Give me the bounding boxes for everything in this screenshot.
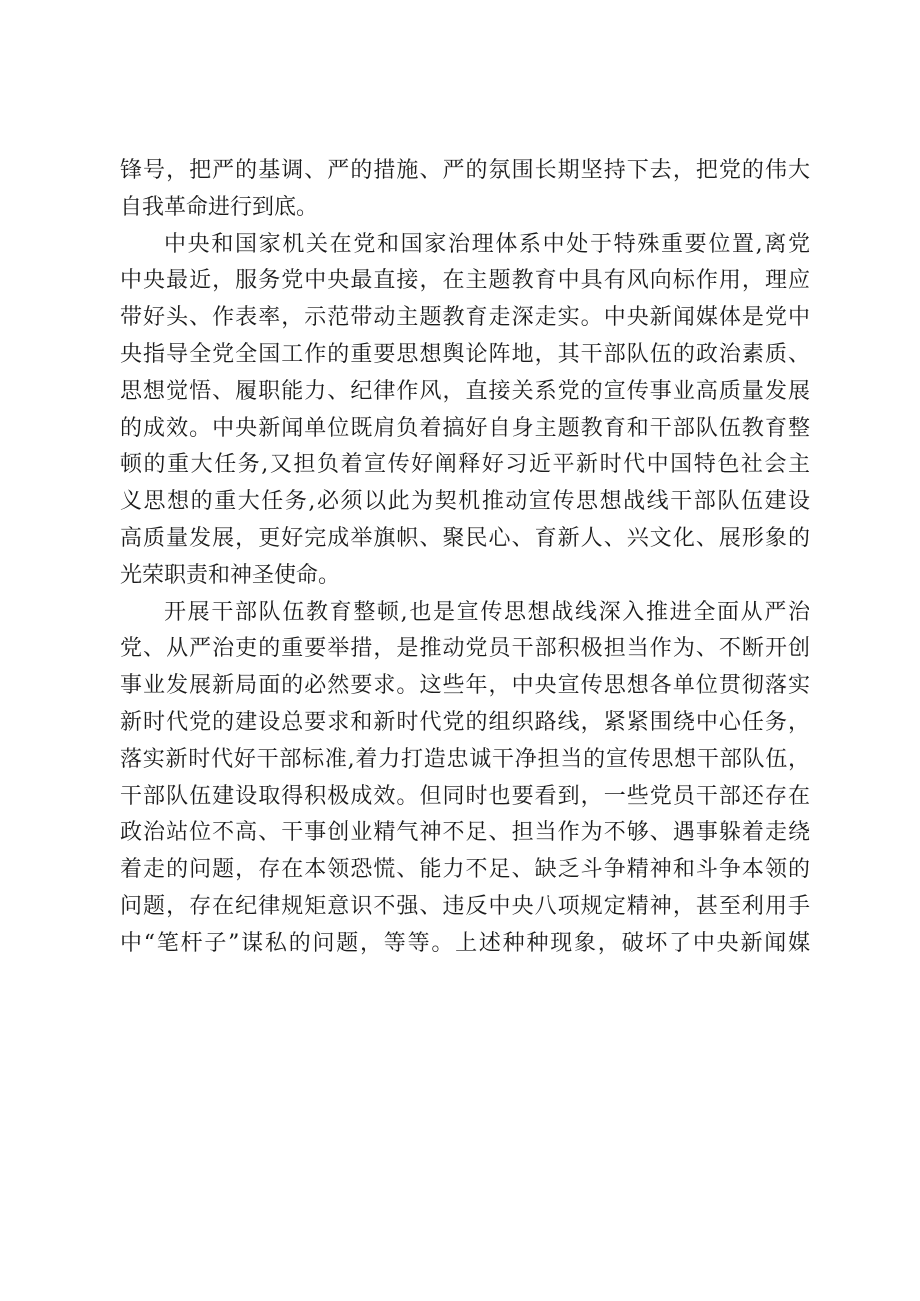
text-line: 着走的问题，存在本领恐慌、能力不足、缺乏斗争精神和斗争本领的	[120, 857, 810, 883]
body-text	[120, 153, 810, 963]
text-line: 带好头、作表率，示范带动主题教育走深走实。中央新闻媒体是党中	[120, 305, 810, 331]
text-line: 新时代党的建设总要求和新时代党的组织路线，紧紧围绕中心任务，	[120, 709, 810, 735]
text-line: 中央最近，服务党中央最直接，在主题教育中具有风向标作用，理应	[120, 268, 810, 294]
text-line: 中央和国家机关在党和国家治理体系中处于特殊重要位置,离党	[164, 231, 810, 257]
text-line: 开展干部队伍教育整顿,也是宣传思想战线深入推进全面从严治	[164, 599, 810, 625]
text-line: 自我革命进行到底。	[120, 194, 319, 220]
text-line: 义思想的重大任务,必须以此为契机推动宣传思想战线干部队伍建设	[120, 489, 810, 515]
text-line: 央指导全党全国工作的重要思想舆论阵地，其干部队伍的政治素质、	[120, 341, 810, 367]
text-line: 干部队伍建设取得积极成效。但同时也要看到，一些党员干部还存在	[120, 783, 810, 809]
text-line: 事业发展新局面的必然要求。这些年，中央宣传思想各单位贯彻落实	[120, 673, 810, 699]
text-line: 顿的重大任务,又担负着宣传好阐释好习近平新时代中国特色社会主	[120, 452, 810, 478]
text-line: 落实新时代好干部标准,着力打造忠诚干净担当的宣传思想干部队伍，	[120, 746, 810, 772]
text-line: 党、从严治吏的重要举措，是推动党员干部积极担当作为、不断开创	[120, 636, 810, 662]
text-line: 光荣职责和神圣使命。	[120, 562, 341, 588]
text-line: 问题，存在纪律规矩意识不强、违反中央八项规定精神，甚至利用手	[120, 893, 810, 919]
text-line: 锋号，把严的基调、严的措施、严的氛围长期坚持下去，把党的伟大	[120, 158, 810, 183]
text-line: 的成效。中央新闻单位既肩负着搞好自身主题教育和干部队伍教育整	[120, 415, 810, 441]
text-line: 中“笔杆子”谋私的问题，等等。上述种种现象，破坏了中央新闻媒	[120, 930, 810, 956]
text-line: 政治站位不高、干事创业精气神不足、担当作为不够、遇事躲着走绕	[120, 820, 810, 846]
text-line: 高质量发展，更好完成举旗帜、聚民心、育新人、兴文化、展形象的	[120, 525, 810, 551]
text-line: 思想觉悟、履职能力、纪律作风，直接关系党的宣传事业高质量发展	[120, 378, 810, 404]
